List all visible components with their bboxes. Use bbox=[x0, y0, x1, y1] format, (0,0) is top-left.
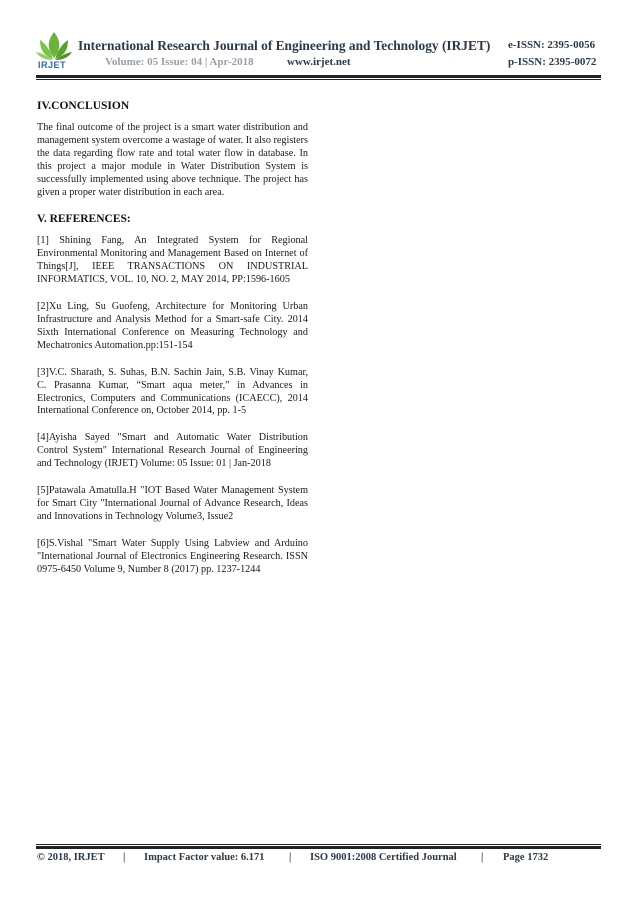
reference-item: [3]V.C. Sharath, S. Suhas, B.N. Sachin Jain, S.B. Vinay Kumar, C. Prasanna Kumar, “Smart aqua meter,” in Advances in Electronics, Computers and Communications (ICAECC), 2014 International Conference on, October 2014, pp. 1-5 bbox=[37, 366, 308, 417]
footer-separator: | bbox=[481, 852, 484, 863]
impact-factor: Impact Factor value: 6.171 bbox=[144, 852, 265, 863]
footer-rule-thin bbox=[36, 844, 601, 845]
page-number: Page 1732 bbox=[503, 852, 549, 863]
conclusion-heading: IV.CONCLUSION bbox=[37, 100, 130, 112]
footer-rule bbox=[36, 846, 601, 849]
reference-item: [4]Ayisha Sayed "Smart and Automatic Water Distribution Control System" International Research Journal of Engineering and Technology (IRJET) Volume: 05 Issue: 01 | Jan-2018 bbox=[37, 432, 308, 470]
journal-title: International Research Journal of Engineering and Technology (IRJET) bbox=[78, 38, 491, 53]
references-list bbox=[37, 235, 308, 576]
footer-separator: | bbox=[289, 852, 292, 863]
p-issn: p-ISSN: 2395-0072 bbox=[508, 56, 597, 68]
reference-item: [1] Shining Fang, An Integrated System for Regional Environmental Monitoring and Management Based on Internet of Things[J], IEEE TRANSACTIONS ON INDUSTRIAL INFORMATICS, VOL. 10, NO. 2, MAY 2014, PP:1596-1605 bbox=[37, 235, 308, 286]
e-issn: e-ISSN: 2395-0056 bbox=[508, 39, 596, 51]
conclusion-text: The final outcome of the project is a smart water distribution and management system overcome a wastage of water. It also registers the data regarding flow rate and total water flow in database. In this project a major module in Water Distribution System is successfully implemented using above technique. The project has given a proper water distribution in each area. bbox=[37, 122, 309, 198]
header-rule-thin bbox=[36, 79, 601, 80]
reference-item: [2]Xu Ling, Su Guofeng, Architecture for Monitoring Urban Infrastructure and Analysis Method for a Smart-safe City. 2014 Sixth International Conference on Measuring Technology and Mechatronics Automation.pp:151-154 bbox=[37, 301, 308, 351]
references-heading: V. REFERENCES: bbox=[37, 213, 131, 226]
volume-issue: Volume: 05 Issue: 04 | Apr-2018 bbox=[105, 56, 254, 68]
page-header bbox=[0, 0, 638, 90]
journal-website-link[interactable]: www.irjet.net bbox=[287, 56, 351, 68]
reference-item: [6]S.Vishal "Smart Water Supply Using Labview and Arduino "International Journal of Electronics Engineering Research. ISSN 0975-6450 Volume 9, Number 8 (2017) pp. 1237-1244 bbox=[37, 537, 308, 575]
header-rule bbox=[36, 75, 601, 78]
copyright: © 2018, IRJET bbox=[37, 852, 105, 863]
reference-item: [5]Patawala Amatulla.H "IOT Based Water Management System for Smart City "International Journal of Advance Research, Ideas and Innovations in Technology Volume3, Issue2 bbox=[37, 485, 308, 522]
main-column bbox=[37, 100, 308, 590]
footer-separator: | bbox=[123, 852, 126, 863]
logo-text: IRJET bbox=[38, 60, 67, 70]
iso-certification: ISO 9001:2008 Certified Journal bbox=[310, 852, 457, 863]
